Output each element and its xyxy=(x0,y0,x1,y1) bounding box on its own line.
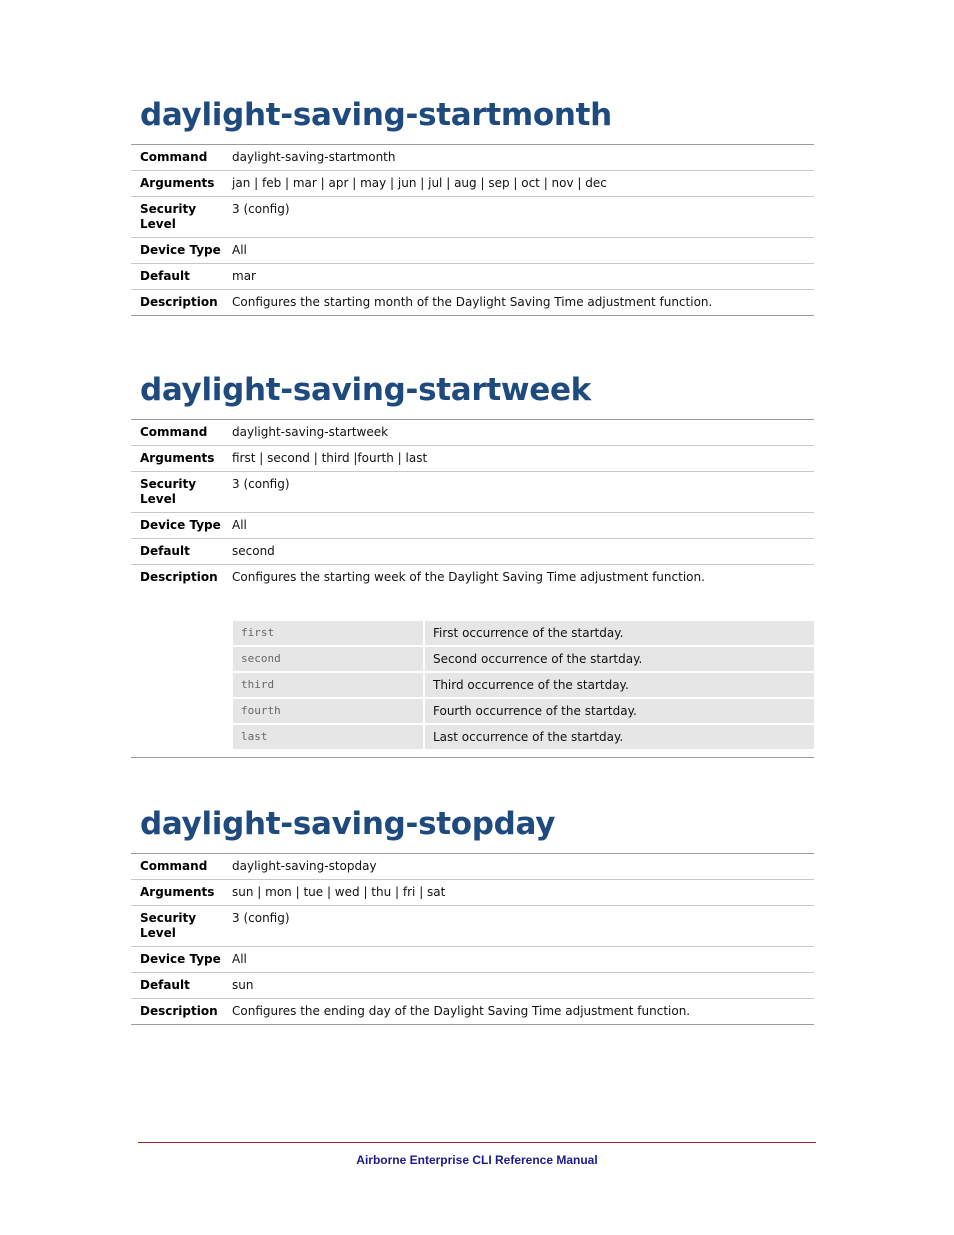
section-title: daylight-saving-stopday xyxy=(140,806,556,842)
row-key-line: Security xyxy=(140,911,197,925)
row-key: Device Type xyxy=(140,952,221,966)
row-key: Command xyxy=(140,859,208,873)
properties-table xyxy=(131,853,814,1025)
row-value: All xyxy=(232,952,247,966)
section-title: daylight-saving-startmonth xyxy=(140,97,612,133)
row-value: Configures the ending day of the Daylight Saving Time adjustment function. xyxy=(232,1004,691,1018)
row-key-line: Level xyxy=(140,492,176,506)
footer-divider xyxy=(138,1142,816,1143)
option-name: first xyxy=(233,621,423,645)
row-key: Description xyxy=(140,570,218,584)
row-key: Arguments xyxy=(140,885,215,899)
table-row xyxy=(131,880,814,906)
table-row xyxy=(131,999,814,1025)
row-key: Command xyxy=(140,425,208,439)
option-description: Third occurrence of the startday. xyxy=(425,673,814,697)
table-row xyxy=(131,973,814,999)
row-value: jan | feb | mar | apr | may | jun | jul | aug | sep | oct | nov | dec xyxy=(232,176,607,190)
table-row xyxy=(131,565,814,758)
row-key: Device Type xyxy=(140,518,221,532)
section-startmonth xyxy=(131,95,814,316)
table-row xyxy=(131,472,814,513)
row-value: daylight-saving-startweek xyxy=(232,425,389,439)
table-row xyxy=(131,513,814,539)
table-row xyxy=(131,420,814,446)
row-key xyxy=(131,197,232,237)
row-value: 3 (config) xyxy=(232,202,290,216)
properties-table xyxy=(131,419,814,758)
option-description: Second occurrence of the startday. xyxy=(425,647,814,671)
table-row xyxy=(131,290,814,316)
option-description: First occurrence of the startday. xyxy=(425,621,814,645)
option-row xyxy=(233,725,814,749)
row-value: daylight-saving-startmonth xyxy=(232,150,396,164)
row-value: mar xyxy=(232,269,256,283)
table-row xyxy=(131,171,814,197)
option-name: second xyxy=(233,647,423,671)
row-value: first | second | third |fourth | last xyxy=(232,451,428,465)
row-key: Arguments xyxy=(140,451,215,465)
row-key xyxy=(131,472,232,512)
option-row xyxy=(233,621,814,645)
table-row xyxy=(131,197,814,238)
option-description: Last occurrence of the startday. xyxy=(425,725,814,749)
section-stopday xyxy=(131,804,814,1025)
row-value: Configures the starting month of the Daylight Saving Time adjustment function. xyxy=(232,295,713,309)
row-key-line: Level xyxy=(140,217,176,231)
row-value: All xyxy=(232,518,247,532)
row-value: sun xyxy=(232,978,254,992)
options-table xyxy=(233,621,814,749)
option-row xyxy=(233,647,814,671)
row-key-line: Security xyxy=(140,477,197,491)
row-key: Device Type xyxy=(140,243,221,257)
option-row xyxy=(233,699,814,723)
row-key xyxy=(131,906,232,946)
row-value: 3 (config) xyxy=(232,477,290,491)
row-key: Command xyxy=(140,150,208,164)
section-title: daylight-saving-startweek xyxy=(140,372,591,408)
table-row xyxy=(131,906,814,947)
row-key-line: Level xyxy=(140,926,176,940)
row-value: sun | mon | tue | wed | thu | fri | sat xyxy=(232,885,446,899)
row-key: Arguments xyxy=(140,176,215,190)
table-row xyxy=(131,238,814,264)
properties-table xyxy=(131,144,814,316)
row-key: Default xyxy=(140,544,190,558)
option-name: third xyxy=(233,673,423,697)
section-startweek xyxy=(131,370,814,758)
row-value: daylight-saving-stopday xyxy=(232,859,377,873)
row-key-line: Security xyxy=(140,202,197,216)
row-key: Default xyxy=(140,269,190,283)
table-row xyxy=(131,145,814,171)
row-value: All xyxy=(232,243,247,257)
row-key: Description xyxy=(140,1004,218,1018)
footer-text: Airborne Enterprise CLI Reference Manual xyxy=(356,1153,598,1167)
option-name: last xyxy=(233,725,423,749)
table-row xyxy=(131,854,814,880)
table-row xyxy=(131,264,814,290)
table-row xyxy=(131,947,814,973)
row-value: 3 (config) xyxy=(232,911,290,925)
table-row xyxy=(131,539,814,565)
row-key: Description xyxy=(140,295,218,309)
option-description: Fourth occurrence of the startday. xyxy=(425,699,814,723)
option-name: fourth xyxy=(233,699,423,723)
row-value: second xyxy=(232,544,275,558)
option-row xyxy=(233,673,814,697)
row-key: Default xyxy=(140,978,190,992)
table-row xyxy=(131,446,814,472)
row-value: Configures the starting week of the Daylight Saving Time adjustment function. xyxy=(232,570,705,584)
